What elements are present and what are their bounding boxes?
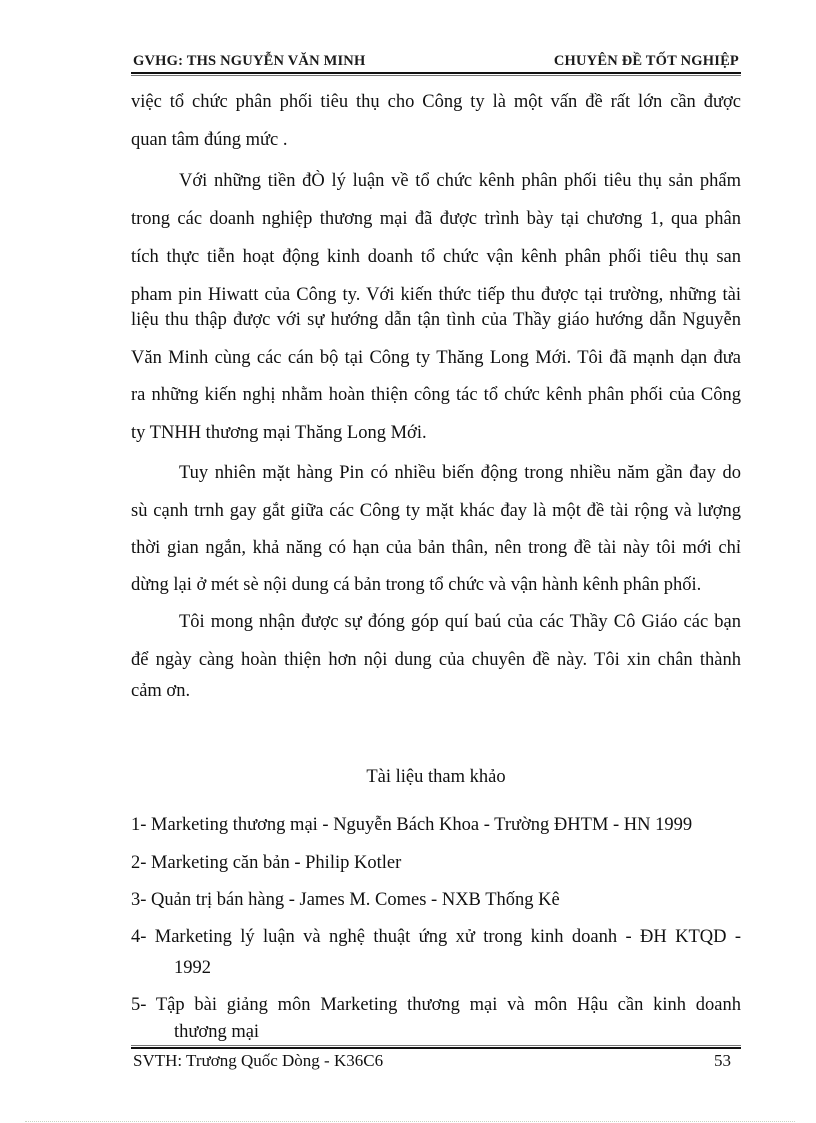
reference-item: 5- Tập bài giảng môn Marketing thương mại và môn Hậu cần kinh doanh: [131, 995, 741, 1015]
paragraph-line: việc tổ chức phân phối tiêu thụ cho Công ty là một vấn đề rất lớn cần được: [131, 92, 741, 112]
paragraph-line: sù cạnh trnh gay gắt giữa các Công ty mặt khác đay là một đề tài rộng và lượng: [131, 501, 741, 521]
reference-item: 2- Marketing căn bản - Philip Kotler: [131, 853, 402, 873]
paragraph-line: Với những tiền đÒ lý luận về tổ chức kênh phân phối tiêu thụ sản phẩm: [179, 171, 741, 191]
paragraph-line: Văn Minh cùng các cán bộ tại Công ty Thăng Long Mới. Tôi đã mạnh dạn đưa: [131, 348, 741, 368]
paragraph-line: thời gian ngắn, khả năng có hạn của bản thân, nên trong đề tài này tôi mới chỉ: [131, 538, 741, 558]
paragraph-line: dừng lại ở mét sè nội dung cá bản trong tổ chức và vận hành kênh phân phối.: [131, 575, 702, 595]
footer-rule: [131, 1047, 741, 1049]
paragraph-line: pham pin Hiwatt của Công ty. Với kiến thức tiếp thu được tại trường, những tài: [131, 285, 741, 305]
reference-item: 3- Quản trị bán hàng - James M. Comes - NXB Thống Kê: [131, 890, 560, 910]
reference-item: 4- Marketing lý luận và nghệ thuật ứng xử trong kinh doanh - ĐH KTQD -: [131, 927, 741, 947]
paragraph-line: liệu thu thập được với sự hướng dẫn tận tình của Thầy giáo hướng dẫn Nguyễn: [131, 310, 741, 330]
page-header: [131, 50, 741, 72]
paragraph-line: ra những kiến nghị nhằm hoàn thiện công tác tổ chức kênh phân phối của Công: [131, 385, 741, 405]
references-title: Tài liệu tham khảo: [366, 767, 506, 787]
reference-item: 1- Marketing thương mại - Nguyễn Bách Khoa - Trường ĐHTM - HN 1999: [131, 815, 693, 835]
footer-student: SVTH: Trương Quốc Dòng - K36C6: [133, 1051, 384, 1070]
paragraph-line: trong các doanh nghiệp thương mại đã được trình bày tại chương 1, qua phân: [131, 209, 741, 229]
paragraph-line: ty TNHH thương mại Thăng Long Mới.: [131, 423, 427, 443]
header-rule-thin: [131, 75, 741, 76]
header-rule: [131, 72, 741, 74]
paragraph-line: cảm ơn.: [131, 681, 191, 701]
page-number: 53: [714, 1051, 731, 1070]
page-edge-divider: [25, 1121, 795, 1122]
paragraph-line: tích thực tiễn hoạt động kinh doanh tổ chức vận kênh phân phối tiêu thụ san: [131, 247, 741, 267]
paragraph-line: để ngày càng hoàn thiện hơn nội dung của chuyên đề này. Tôi xin chân thành: [131, 650, 741, 670]
reference-item-continuation: 1992: [174, 958, 211, 978]
paragraph-line: Tuy nhiên mặt hàng Pin có nhiều biến động trong nhiều năm gần đay do: [179, 463, 741, 483]
header-document-type: CHUYÊN ĐỀ TỐT NGHIỆP: [553, 53, 739, 69]
header-advisor: GVHG: THS NGUYỄN VĂN MINH: [133, 53, 366, 69]
paragraph-line: Tôi mong nhận được sự đóng góp quí baú của các Thầy Cô Giáo các bạn: [179, 612, 741, 632]
footer-rule-thin: [131, 1045, 741, 1046]
reference-item-continuation: thương mại: [174, 1022, 260, 1042]
paragraph-line: quan tâm đúng mức .: [131, 130, 288, 150]
